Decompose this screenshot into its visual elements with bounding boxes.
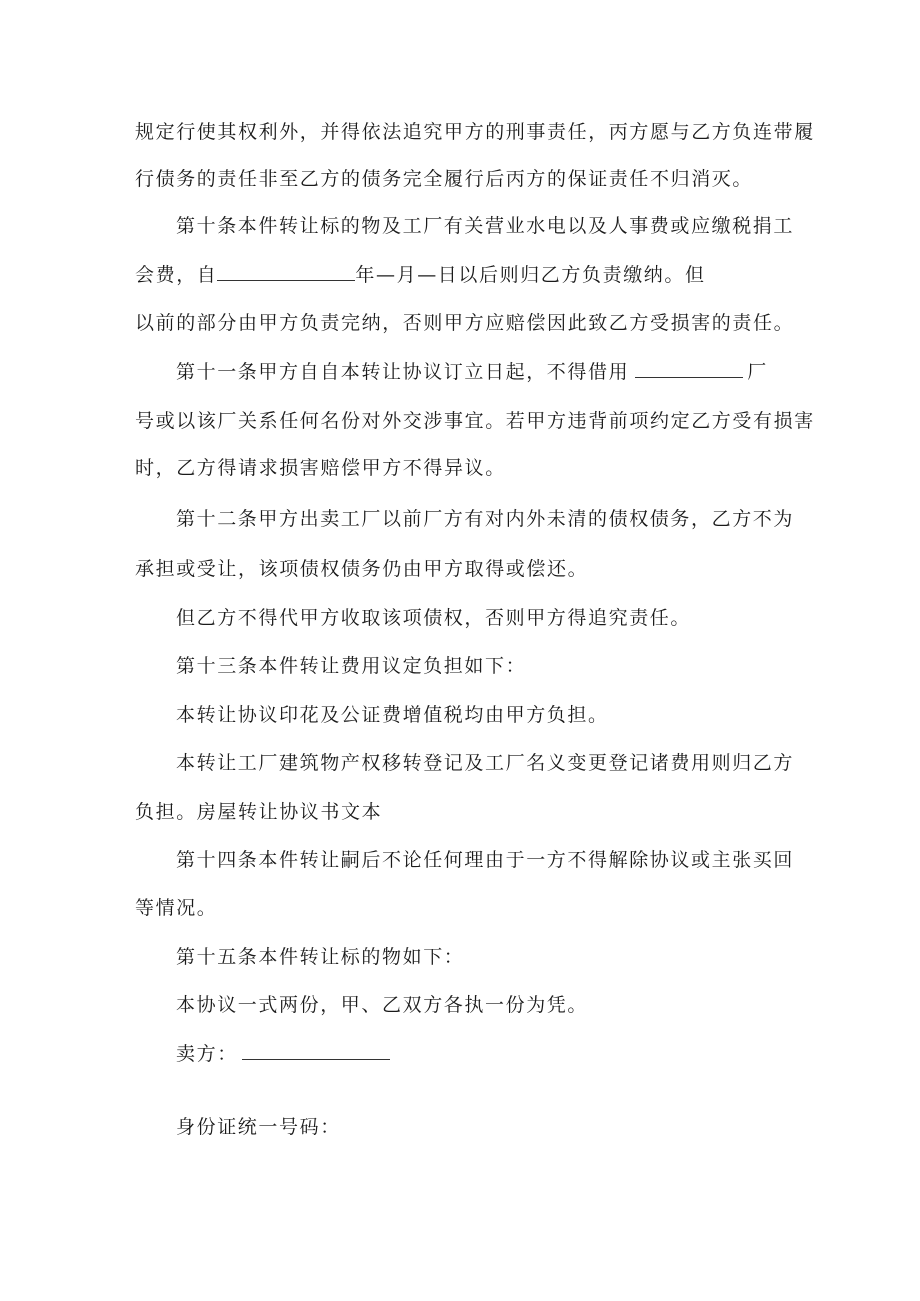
text-line: 但乙方不得代甲方收取该项债权，否则甲方得追究责任。 xyxy=(176,607,692,629)
text-line: 负担。房屋转让协议书文本 xyxy=(135,801,383,823)
name-blank-field[interactable] xyxy=(635,359,743,378)
seller-blank-field[interactable] xyxy=(242,1041,390,1060)
text-line: 承担或受让，该项债权债务仍由甲方取得或偿还。 xyxy=(135,558,589,580)
text-line: 行债务的责任非至乙方的债务完全履行后丙方的保证责任不归消灭。 xyxy=(135,168,754,190)
text-line: 时，乙方得请求损害赔偿甲方不得异议。 xyxy=(135,457,506,479)
text-line: 以前的部分由甲方负责完纳，否则甲方应赔偿因此致乙方受损害的责任。 xyxy=(135,312,795,334)
article-14-line: 第十四条本件转让嗣后不论任何理由于一方不得解除协议或主张买回 xyxy=(176,849,795,871)
text-line xyxy=(135,262,706,288)
text-line: 本转让工厂建筑物产权移转登记及工厂名义变更登记诸费用则归乙方 xyxy=(176,752,795,774)
date-blank-field[interactable] xyxy=(217,262,355,281)
text-line: 规定行使其权利外，并得依法追究甲方的刑事责任，丙方愿与乙方负连带履 xyxy=(135,121,815,143)
article-12-line: 第十二条甲方出卖工厂以前厂方有对内外未清的债权债务，乙方不为 xyxy=(176,508,795,530)
seller-label: 卖方： xyxy=(176,1043,238,1065)
text-segment: 第十一条甲方自自本转让协议订立日起，不得借用 xyxy=(176,361,630,383)
seller-line xyxy=(176,1041,390,1067)
text-line: 号或以该厂关系任何名份对外交涉事宜。若甲方违背前项约定乙方受有损害 xyxy=(135,410,815,432)
text-segment: 会费，自 xyxy=(135,264,218,286)
article-15-line: 第十五条本件转让标的物如下： xyxy=(176,946,465,968)
id-number-line: 身份证统一号码： xyxy=(176,1116,341,1138)
text-line: 等情况。 xyxy=(135,897,218,919)
article-10-line: 第十条本件转让标的物及工厂有关营业水电以及人事费或应缴税捐工 xyxy=(176,215,795,237)
article-13-line: 第十三条本件转让费用议定负担如下： xyxy=(176,655,527,677)
article-11-line xyxy=(176,359,768,385)
text-segment: 厂 xyxy=(747,361,768,383)
text-segment: 年—月—日以后则归乙方负责缴纳。但 xyxy=(355,264,706,286)
text-line: 本协议一式两份，甲、乙双方各执一份为凭。 xyxy=(176,994,589,1016)
text-line: 本转让协议印花及公证费增值税均由甲方负担。 xyxy=(176,704,609,726)
